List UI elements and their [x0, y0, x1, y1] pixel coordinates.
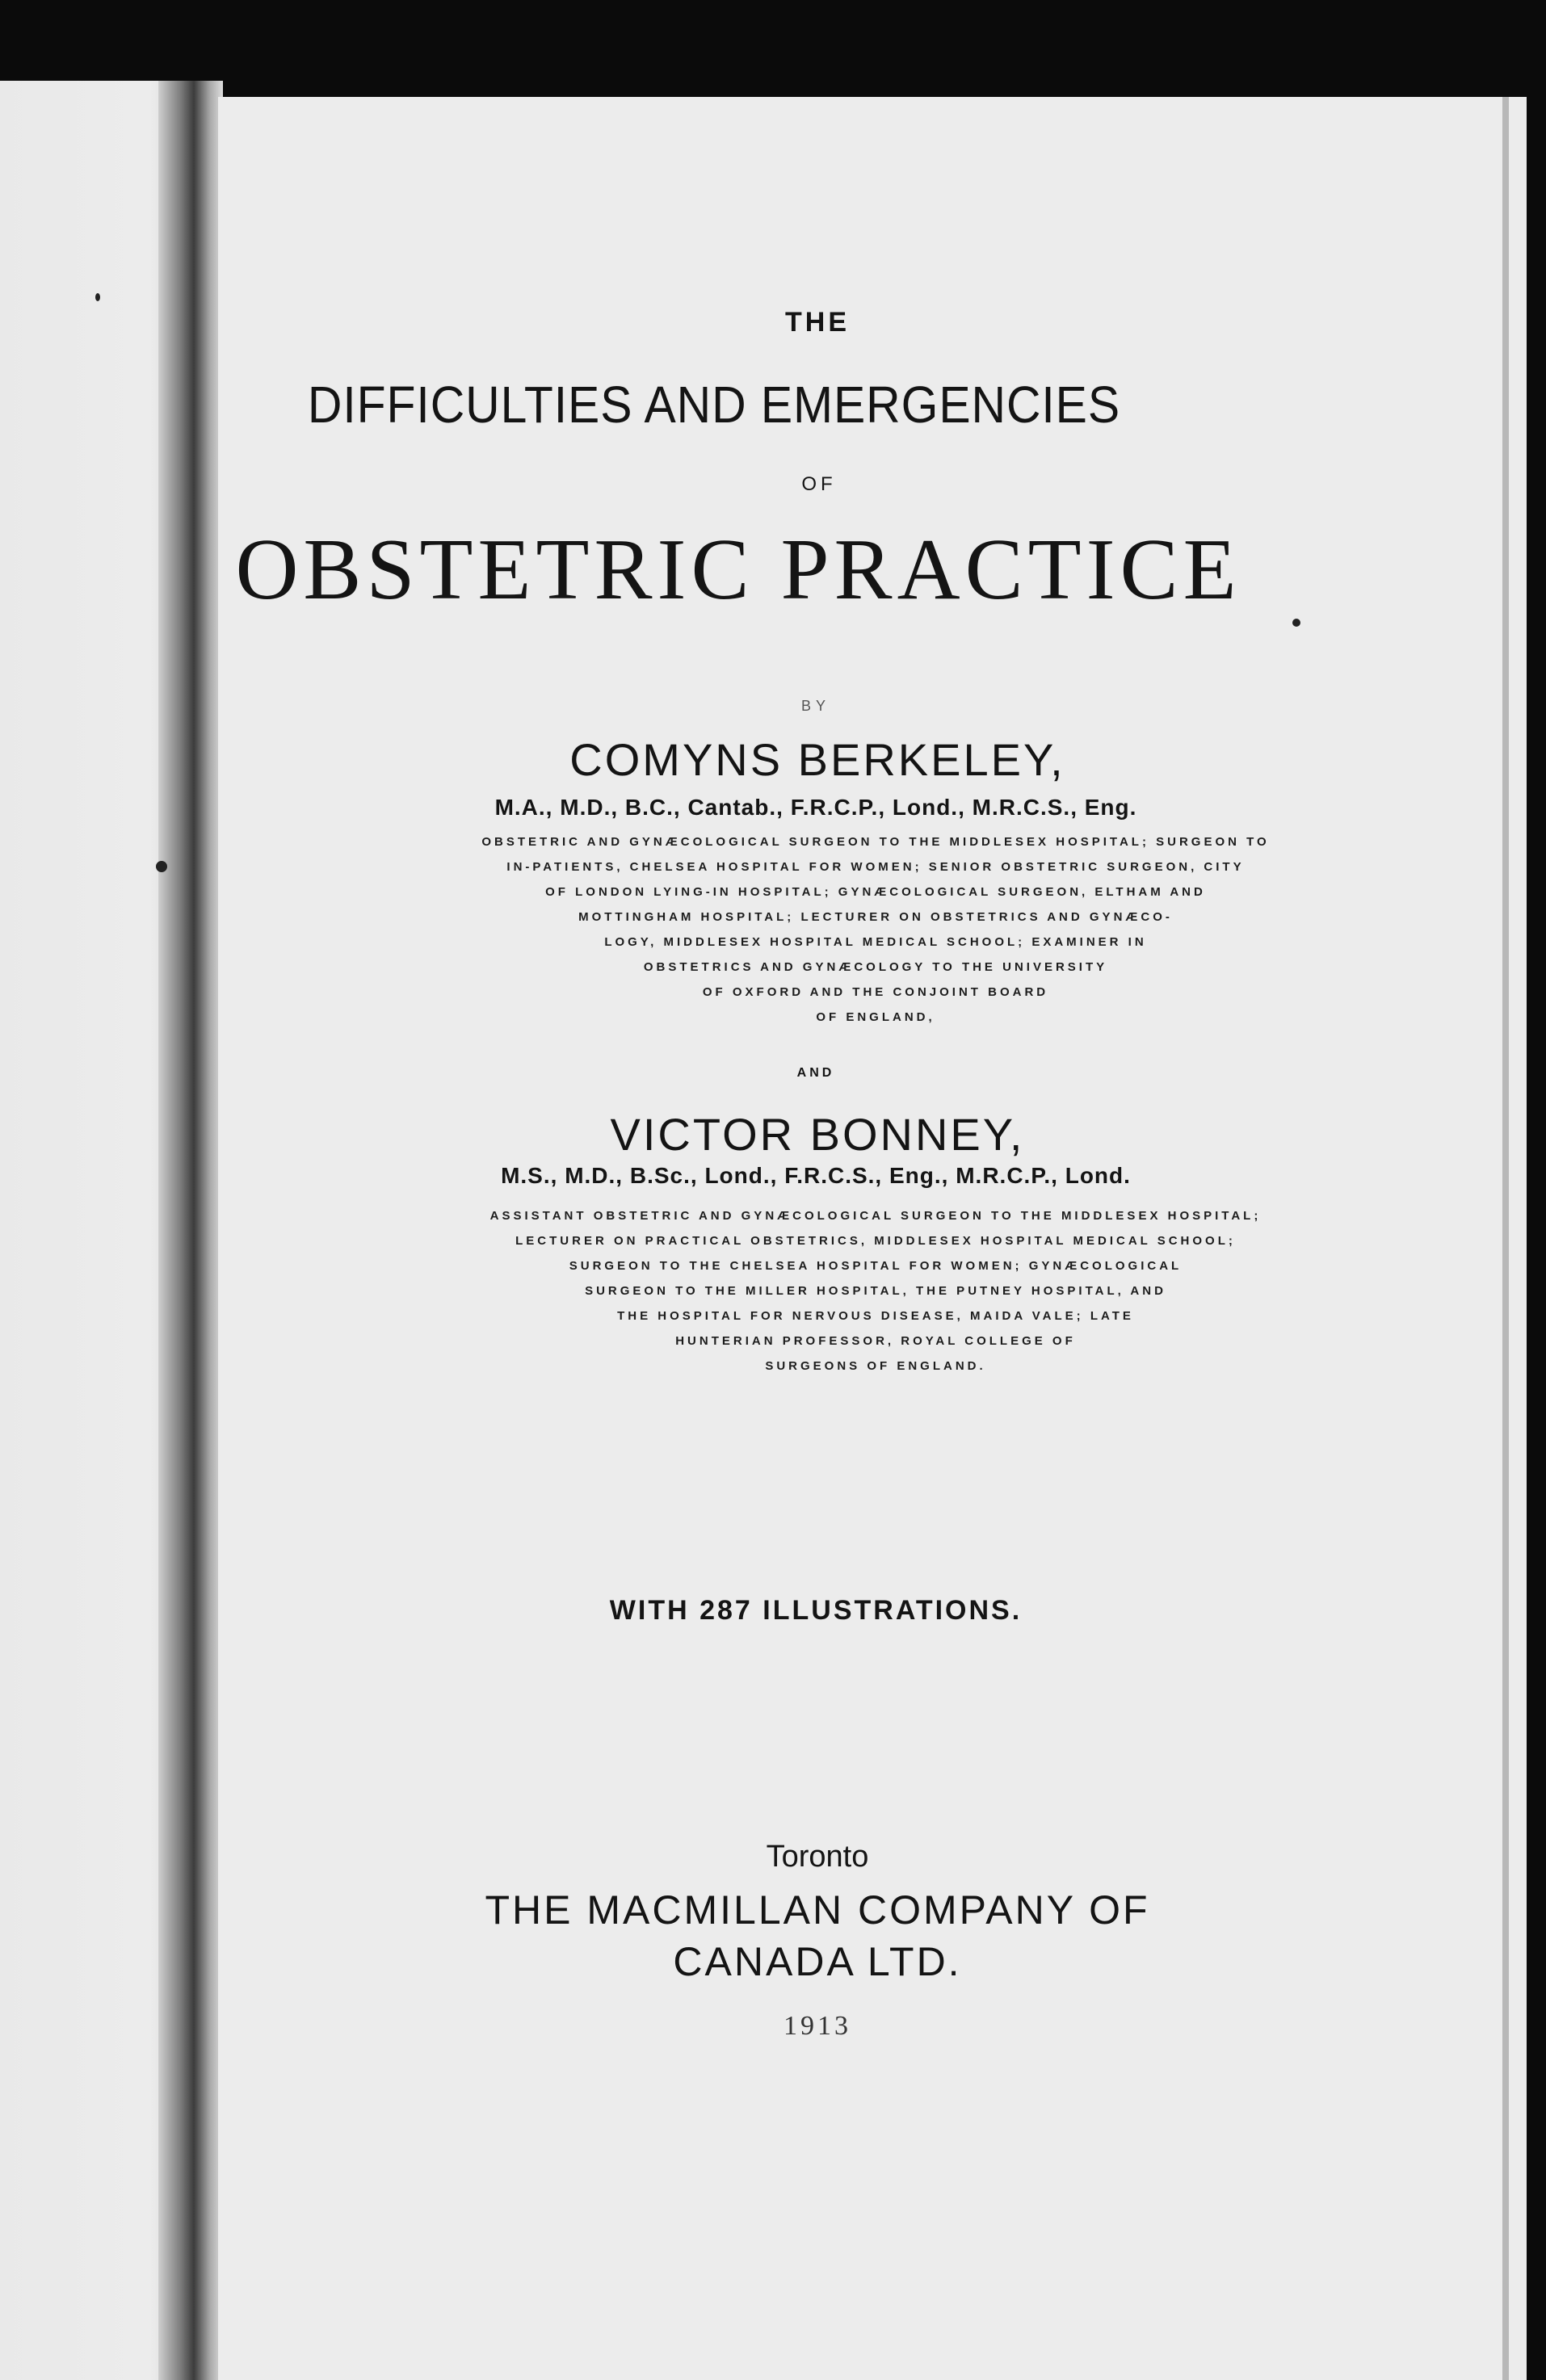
author1-credential-line: OF LONDON LYING-IN HOSPITAL; GYNÆCOLOGICAL SURGEON, ELTHAM AND	[545, 885, 1206, 899]
author1-credential-line: OF ENGLAND,	[816, 1010, 935, 1024]
publisher-name-line2: CANADA LTD.	[673, 1939, 962, 1984]
author1-credential-line: OF OXFORD AND THE CONJOINT BOARD	[702, 985, 1049, 999]
author2-name: VICTOR BONNEY,	[610, 1109, 1025, 1160]
title-of: OF	[801, 473, 837, 495]
title-the: THE	[785, 307, 850, 338]
byline-by: BY	[800, 698, 830, 714]
author2-credential-line: SURGEON TO THE MILLER HOSPITAL, THE PUTNEY HOSPITAL, AND	[585, 1284, 1166, 1298]
author2-credential-line: SURGEONS OF ENGLAND.	[765, 1359, 986, 1373]
author2-credential-line: LECTURER ON PRACTICAL OBSTETRICS, MIDDLESEX HOSPITAL MEDICAL SCHOOL;	[515, 1234, 1236, 1248]
ink-speck	[156, 861, 167, 872]
author2-credential-line: THE HOSPITAL FOR NERVOUS DISEASE, MAIDA VALE; LATE	[617, 1309, 1134, 1323]
publisher-city: Toronto	[766, 1840, 869, 1874]
author2-credential-line: SURGEON TO THE CHELSEA HOSPITAL FOR WOMEN; GYNÆCOLOGICAL	[569, 1259, 1183, 1273]
title-subject: OBSTETRIC PRACTICE	[235, 522, 1241, 618]
author1-name: COMYNS BERKELEY,	[569, 734, 1065, 785]
publication-year: 1913	[784, 2011, 851, 2041]
publisher-name-line1: THE MACMILLAN COMPANY OF	[485, 1887, 1150, 1933]
author1-credential-line: OBSTETRICS AND GYNÆCOLOGY TO THE UNIVERSITY	[643, 960, 1108, 974]
author2-credential-line: HUNTERIAN PROFESSOR, ROYAL COLLEGE OF	[675, 1334, 1076, 1348]
title-main-line: DIFFICULTIES AND EMERGENCIES	[307, 376, 1121, 434]
right-scan-margin	[1527, 81, 1546, 2380]
author1-credential-line: IN-PATIENTS, CHELSEA HOSPITAL FOR WOMEN; SENIOR OBSTETRIC SURGEON, CITY	[506, 860, 1245, 874]
author1-degrees: M.A., M.D., B.C., Cantab., F.R.C.P., Lond., M.R.C.S., Eng.	[494, 795, 1137, 820]
ink-speck	[95, 293, 100, 301]
author1-credential-line: OBSTETRIC AND GYNÆCOLOGICAL SURGEON TO THE MIDDLESEX HOSPITAL; SURGEON TO	[481, 835, 1270, 849]
author2-degrees: M.S., M.D., B.Sc., Lond., F.R.C.S., Eng., M.R.C.P., Lond.	[501, 1163, 1131, 1188]
illustrations-note: WITH 287 ILLUSTRATIONS.	[609, 1595, 1023, 1626]
author1-credential-line: MOTTINGHAM HOSPITAL; LECTURER ON OBSTETRICS AND GYNÆCO-	[578, 910, 1173, 924]
author2-credential-line: ASSISTANT OBSTETRIC AND GYNÆCOLOGICAL SURGEON TO THE MIDDLESEX HOSPITAL;	[489, 1209, 1262, 1223]
author1-credential-line: LOGY, MIDDLESEX HOSPITAL MEDICAL SCHOOL; EXAMINER IN	[604, 935, 1147, 949]
and-separator: AND	[796, 1066, 835, 1080]
